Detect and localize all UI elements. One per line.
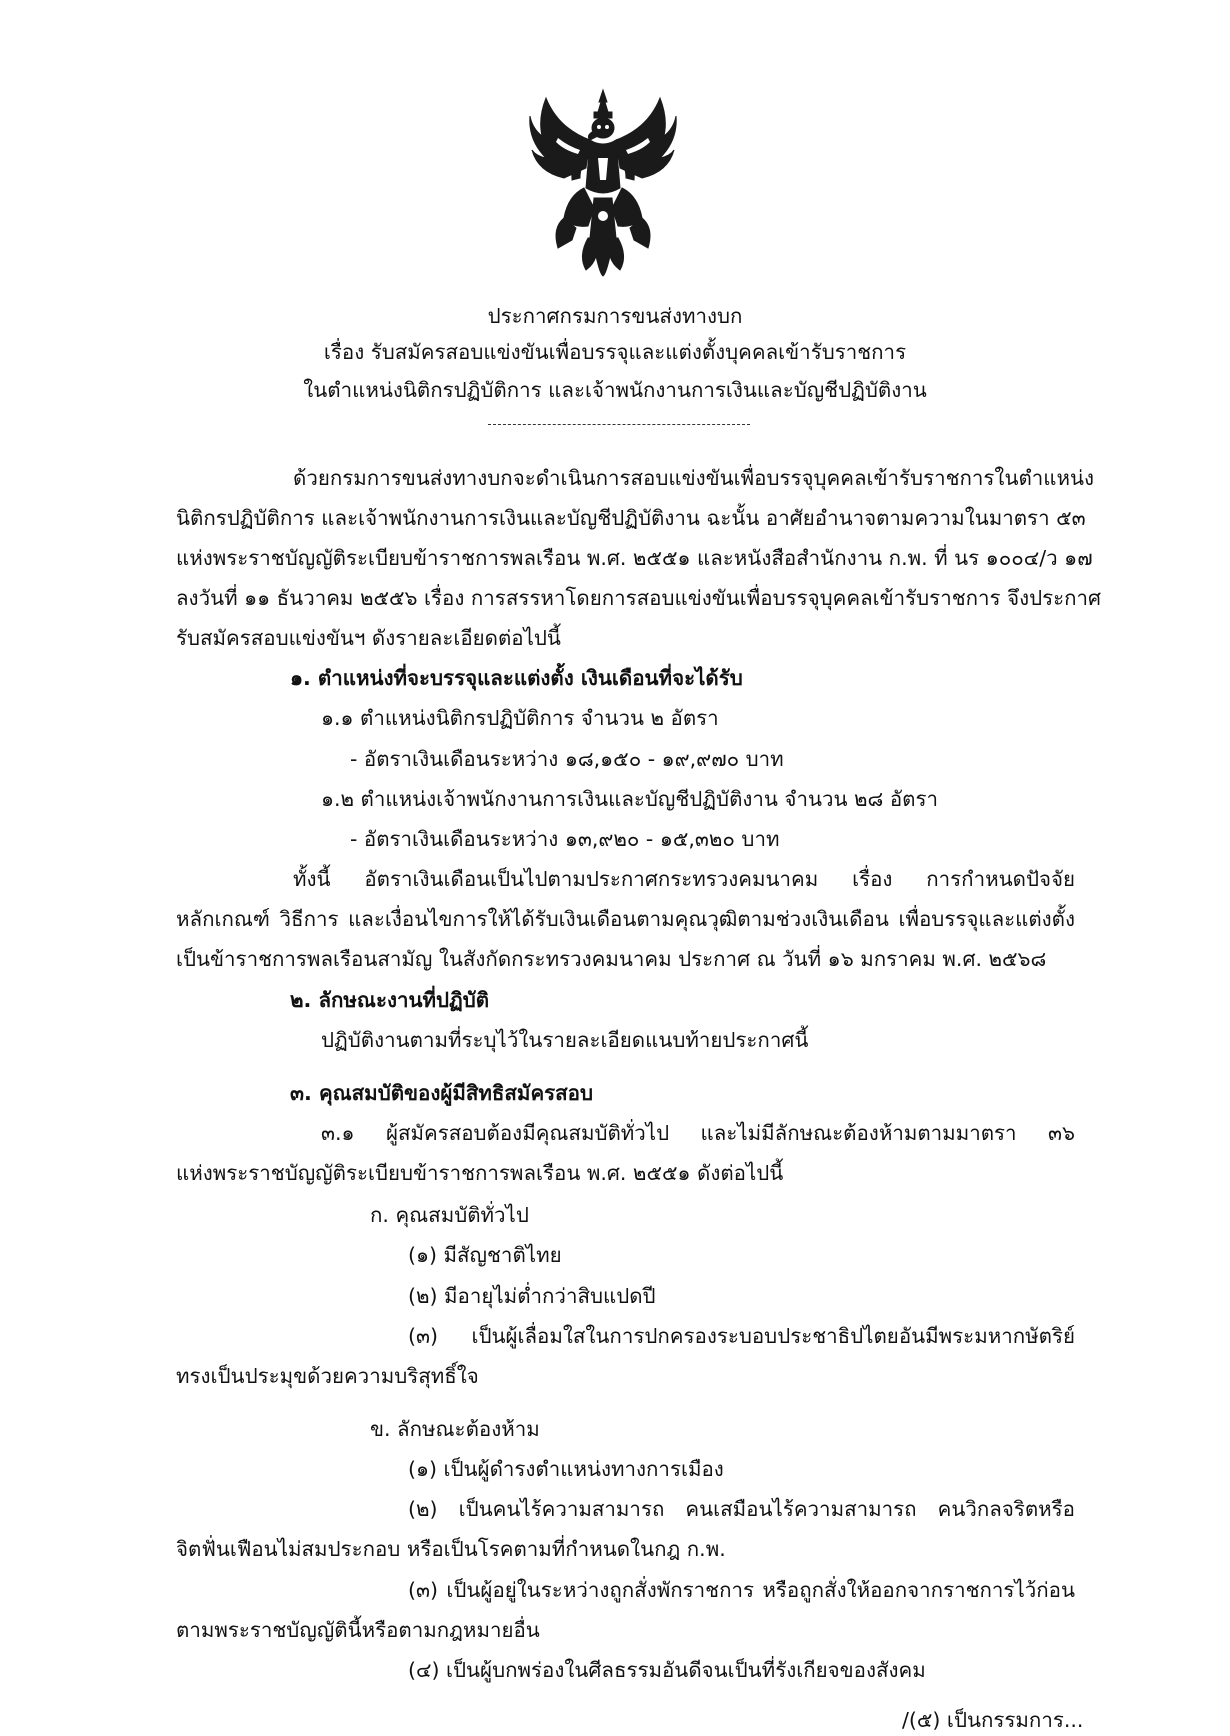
section-1-item-2-salary: - อัตราเงินเดือนระหว่าง ๑๓,๙๒๐ - ๑๕,๓๒๐ บาท xyxy=(350,827,780,851)
section-1-note-line-2: หลักเกณฑ์ วิธีการ และเงื่อนไขการให้ได้รับเงินเดือนตามคุณวุฒิตามช่วงเงินเดือน เพื่อบรรจุและแต่งตั้ง xyxy=(176,907,1075,931)
section-1-item-1: ๑.๑ ตำแหน่งนิติกรปฏิบัติการ จำนวน ๒ อัตรา xyxy=(321,706,719,730)
prohibited-attribute-1: (๑) เป็นผู้ดำรงตำแหน่งทางการเมือง xyxy=(408,1457,724,1481)
intro-line-3: แห่งพระราชบัญญัติระเบียบข้าราชการพลเรือน พ.ศ. ๒๕๕๑ และหนังสือสำนักงาน ก.พ. ที่ นร ๑๐๐๔/ว ๑๗ xyxy=(176,546,1093,570)
section-1-note-line-3: เป็นข้าราชการพลเรือนสามัญ ในสังกัดกระทรวงคมนาคม ประกาศ ณ วันที่ ๑๖ มกราคม พ.ศ. ๒๕๖๘ xyxy=(176,947,1047,971)
prohibited-attribute-2-line-2: จิตฟั่นเฟือนไม่สมประกอบ หรือเป็นโรคตามที่กำหนดในกฎ ก.พ. xyxy=(176,1537,726,1561)
prohibited-attributes-title: ข. ลักษณะต้องห้าม xyxy=(370,1417,540,1441)
garuda-emblem-icon xyxy=(528,88,678,278)
announcement-subject: เรื่อง รับสมัครสอบแข่งขันเพื่อบรรจุและแต่งตั้งบุคคลเข้ารับราชการ xyxy=(323,340,907,364)
intro-line-2: นิติกรปฏิบัติการ และเจ้าพนักงานการเงินและบัญชีปฏิบัติงาน ฉะนั้น อาศัยอำนาจตามความในมาตรา ๕๓ xyxy=(176,506,1086,530)
header-divider xyxy=(488,424,750,425)
prohibited-attribute-3-line-2: ตามพระราชบัญญัตินี้หรือตามกฎหมายอื่น xyxy=(176,1618,540,1642)
general-qualification-3-line-2: ทรงเป็นประมุขด้วยความบริสุทธิ์ใจ xyxy=(176,1364,479,1388)
section-3-item-1-line-2: แห่งพระราชบัญญัติระเบียบข้าราชการพลเรือน พ.ศ. ๒๕๕๑ ดังต่อไปนี้ xyxy=(176,1161,784,1185)
general-qualifications-title: ก. คุณสมบัติทั่วไป xyxy=(370,1203,529,1227)
intro-line-1: ด้วยกรมการขนส่งทางบกจะดำเนินการสอบแข่งขันเพื่อบรรจุบุคคลเข้ารับราชการในตำแหน่ง xyxy=(293,466,1095,490)
intro-line-4: ลงวันที่ ๑๑ ธันวาคม ๒๕๕๖ เรื่อง การสรรหาโดยการสอบแข่งขันเพื่อบรรจุบุคคลเข้ารับราชการ จึงประกาศ xyxy=(176,586,1102,610)
announcement-positions: ในตำแหน่งนิติกรปฏิบัติการ และเจ้าพนักงานการเงินและบัญชีปฏิบัติงาน xyxy=(303,378,927,402)
section-2-heading: ๒. ลักษณะงานที่ปฏิบัติ xyxy=(290,988,490,1012)
intro-line-5: รับสมัครสอบแข่งขันฯ ดังรายละเอียดต่อไปนี้ xyxy=(176,626,561,650)
section-1-item-2: ๑.๒ ตำแหน่งเจ้าพนักงานการเงินและบัญชีปฏิบัติงาน จำนวน ๒๘ อัตรา xyxy=(321,787,939,811)
section-1-note-line-1: ทั้งนี้ อัตราเงินเดือนเป็นไปตามประกาศกระทรวงคมนาคม เรื่อง การกำหนดปัจจัย xyxy=(293,867,1075,891)
announcement-agency: ประกาศกรมการขนส่งทางบก xyxy=(487,304,743,328)
general-qualification-3-line-1: (๓) เป็นผู้เลื่อมใสในการปกครองระบอบประชาธิปไตยอันมีพระมหากษัตริย์ xyxy=(408,1324,1075,1348)
prohibited-attribute-2-line-1: (๒) เป็นคนไร้ความสามารถ คนเสมือนไร้ความสามารถ คนวิกลจริตหรือ xyxy=(408,1497,1075,1521)
section-1-heading: ๑. ตำแหน่งที่จะบรรจุและแต่งตั้ง เงินเดือนที่จะได้รับ xyxy=(290,666,743,690)
section-3-heading: ๓. คุณสมบัติของผู้มีสิทธิสมัครสอบ xyxy=(290,1081,594,1105)
general-qualification-2: (๒) มีอายุไม่ต่ำกว่าสิบแปดปี xyxy=(408,1284,656,1308)
section-1-item-1-salary: - อัตราเงินเดือนระหว่าง ๑๘,๑๕๐ - ๑๙,๙๗๐ บาท xyxy=(350,747,784,771)
section-2-body: ปฏิบัติงานตามที่ระบุไว้ในรายละเอียดแนบท้ายประกาศนี้ xyxy=(321,1028,809,1052)
prohibited-attribute-3-line-1: (๓) เป็นผู้อยู่ในระหว่างถูกสั่งพักราชการ หรือถูกสั่งให้ออกจากราชการไว้ก่อน xyxy=(408,1578,1075,1602)
prohibited-attribute-4: (๔) เป็นผู้บกพร่องในศีลธรรมอันดีจนเป็นที่รังเกียจของสังคม xyxy=(408,1658,926,1682)
continued-marker: /(๕) เป็นกรรมการ... xyxy=(902,1708,1084,1732)
section-3-item-1-line-1: ๓.๑ ผู้สมัครสอบต้องมีคุณสมบัติทั่วไป และไม่มีลักษณะต้องห้ามตามมาตรา ๓๖ xyxy=(321,1121,1075,1145)
general-qualification-1: (๑) มีสัญชาติไทย xyxy=(408,1243,562,1267)
